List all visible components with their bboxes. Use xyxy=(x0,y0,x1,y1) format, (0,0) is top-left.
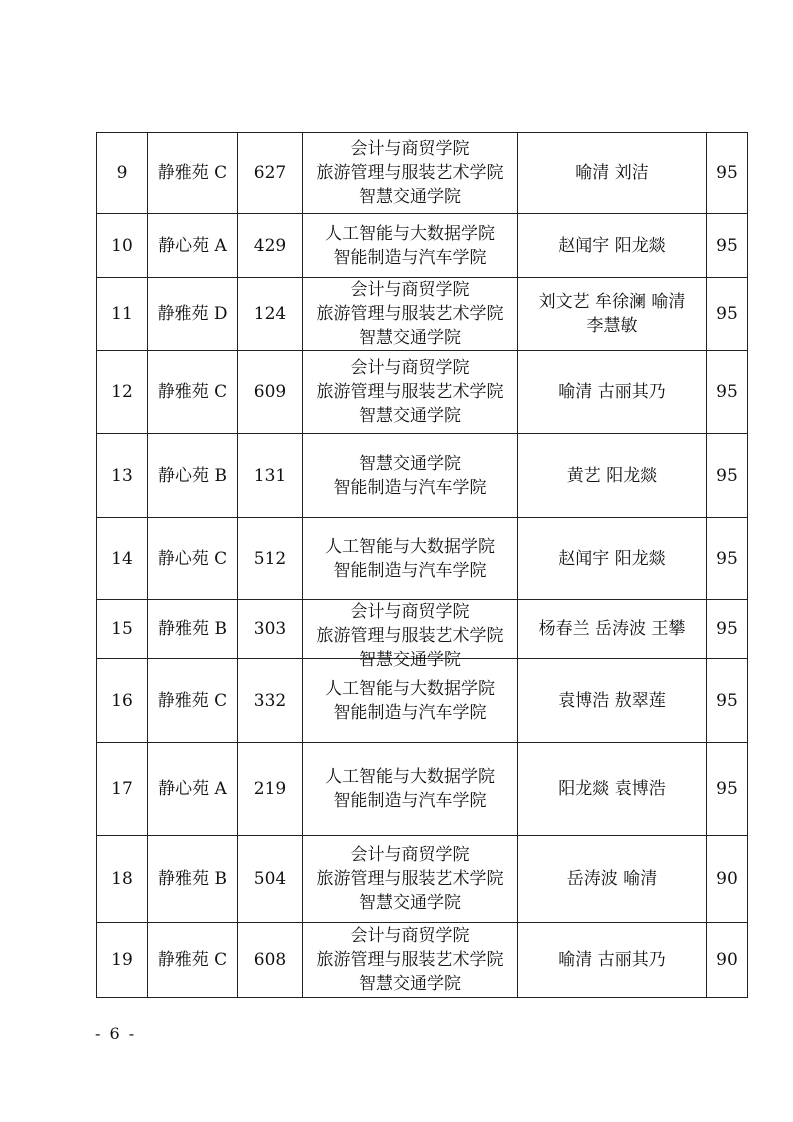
college-name: 会计与商贸学院 xyxy=(350,926,470,946)
row-number: 13 xyxy=(97,434,148,518)
row-number: 19 xyxy=(97,923,148,998)
score: 95 xyxy=(707,743,748,836)
college-name: 智慧交通学院 xyxy=(359,453,461,474)
row-number: 18 xyxy=(97,836,148,923)
college-name: 人工智能与大数据学院 xyxy=(325,767,495,787)
room-number: 627 xyxy=(238,133,303,214)
row-number: 15 xyxy=(97,600,148,659)
room-number: 512 xyxy=(238,518,303,600)
college-list xyxy=(303,278,518,351)
college-name: 会计与商贸学院 xyxy=(350,845,470,865)
college-list xyxy=(303,434,518,518)
building-name: 静雅苑 C xyxy=(148,133,238,214)
staff-list xyxy=(518,743,707,836)
building-name: 静心苑 C xyxy=(148,518,238,600)
staff-list xyxy=(518,214,707,278)
building-name: 静心苑 A xyxy=(148,743,238,836)
room-number: 332 xyxy=(238,659,303,743)
staff-list xyxy=(518,518,707,600)
staff-list xyxy=(518,133,707,214)
table-row xyxy=(97,743,748,836)
table-row xyxy=(97,518,748,600)
building-name: 静雅苑 C xyxy=(148,351,238,434)
score: 95 xyxy=(707,214,748,278)
staff-names: 杨春兰 岳涛波 王攀 xyxy=(538,619,686,639)
table-row xyxy=(97,278,748,351)
staff-list xyxy=(518,600,707,659)
staff-list xyxy=(518,836,707,923)
score: 95 xyxy=(707,659,748,743)
college-name: 旅游管理与服装艺术学院 xyxy=(316,163,504,183)
score: 95 xyxy=(707,133,748,214)
college-list xyxy=(303,214,518,278)
staff-names: 赵闻宇 阳龙燚 xyxy=(558,548,666,569)
college-name: 智慧交通学院 xyxy=(359,893,461,913)
college-list xyxy=(303,600,518,670)
college-name: 智慧交通学院 xyxy=(359,974,461,994)
college-list xyxy=(303,923,518,998)
college-name: 会计与商贸学院 xyxy=(350,280,470,300)
college-name: 会计与商贸学院 xyxy=(350,139,470,159)
staff-names: 岳涛波 喻清 xyxy=(566,869,658,889)
dormitory-score-table xyxy=(96,132,748,998)
staff-names: 李慧敏 xyxy=(586,316,638,336)
score: 90 xyxy=(707,923,748,998)
college-list xyxy=(303,351,518,434)
building-name: 静雅苑 C xyxy=(148,923,238,998)
score: 95 xyxy=(707,518,748,600)
room-number: 131 xyxy=(238,434,303,518)
staff-names: 喻清 刘洁 xyxy=(575,163,649,183)
building-name: 静雅苑 D xyxy=(148,278,238,351)
college-name: 智能制造与汽车学院 xyxy=(333,477,487,498)
score: 95 xyxy=(707,434,748,518)
page-number: - 6 - xyxy=(95,1024,137,1043)
table-row xyxy=(97,351,748,434)
staff-names: 赵闻宇 阳龙燚 xyxy=(558,235,666,256)
row-number: 16 xyxy=(97,659,148,743)
room-number: 608 xyxy=(238,923,303,998)
room-number: 429 xyxy=(238,214,303,278)
building-name: 静心苑 A xyxy=(148,214,238,278)
college-name: 智能制造与汽车学院 xyxy=(333,791,487,811)
college-name: 智能制造与汽车学院 xyxy=(333,702,487,723)
score: 95 xyxy=(707,351,748,434)
college-name: 旅游管理与服装艺术学院 xyxy=(316,304,504,324)
college-name: 旅游管理与服装艺术学院 xyxy=(316,869,504,889)
score: 95 xyxy=(707,600,748,659)
staff-names: 喻清 古丽其乃 xyxy=(558,382,666,402)
college-name: 人工智能与大数据学院 xyxy=(325,536,495,557)
staff-list xyxy=(518,434,707,518)
college-name: 智能制造与汽车学院 xyxy=(333,247,487,268)
table-row xyxy=(97,836,748,923)
staff-names: 刘文艺 牟徐澜 喻清 xyxy=(538,292,686,312)
college-name: 旅游管理与服装艺术学院 xyxy=(316,626,504,646)
college-name: 旅游管理与服装艺术学院 xyxy=(316,950,504,970)
college-name: 智能制造与汽车学院 xyxy=(333,560,487,581)
college-name: 智慧交通学院 xyxy=(359,187,461,207)
staff-list xyxy=(518,923,707,998)
room-number: 504 xyxy=(238,836,303,923)
score: 90 xyxy=(707,836,748,923)
table-row xyxy=(97,923,748,998)
room-number: 609 xyxy=(238,351,303,434)
staff-list xyxy=(518,278,707,351)
college-name: 人工智能与大数据学院 xyxy=(325,678,495,699)
college-name: 人工智能与大数据学院 xyxy=(325,223,495,244)
row-number: 11 xyxy=(97,278,148,351)
building-name: 静心苑 B xyxy=(148,434,238,518)
table-row xyxy=(97,434,748,518)
college-name: 旅游管理与服装艺术学院 xyxy=(316,382,504,402)
building-name: 静雅苑 B xyxy=(148,836,238,923)
college-name: 会计与商贸学院 xyxy=(350,358,470,378)
college-name: 智慧交通学院 xyxy=(359,406,461,426)
table-row xyxy=(97,133,748,214)
row-number: 9 xyxy=(97,133,148,214)
college-name: 会计与商贸学院 xyxy=(350,602,470,622)
building-name: 静雅苑 B xyxy=(148,600,238,659)
table-row xyxy=(97,600,748,659)
score: 95 xyxy=(707,278,748,351)
table-row xyxy=(97,214,748,278)
row-number: 10 xyxy=(97,214,148,278)
staff-names: 袁博浩 敖翠莲 xyxy=(558,690,666,711)
college-name: 智慧交通学院 xyxy=(359,650,461,670)
room-number: 219 xyxy=(238,743,303,836)
staff-names: 喻清 古丽其乃 xyxy=(558,950,666,970)
row-number: 17 xyxy=(97,743,148,836)
college-name: 智慧交通学院 xyxy=(359,328,461,348)
college-list xyxy=(303,518,518,600)
table-body xyxy=(97,133,748,998)
college-list xyxy=(303,133,518,214)
building-name: 静雅苑 C xyxy=(148,659,238,743)
staff-names: 阳龙燚 袁博浩 xyxy=(558,779,666,799)
staff-list xyxy=(518,351,707,434)
room-number: 124 xyxy=(238,278,303,351)
staff-list xyxy=(518,659,707,743)
room-number: 303 xyxy=(238,600,303,659)
college-list xyxy=(303,743,518,836)
staff-names: 黄艺 阳龙燚 xyxy=(566,465,658,486)
row-number: 12 xyxy=(97,351,148,434)
row-number: 14 xyxy=(97,518,148,600)
college-list xyxy=(303,836,518,923)
